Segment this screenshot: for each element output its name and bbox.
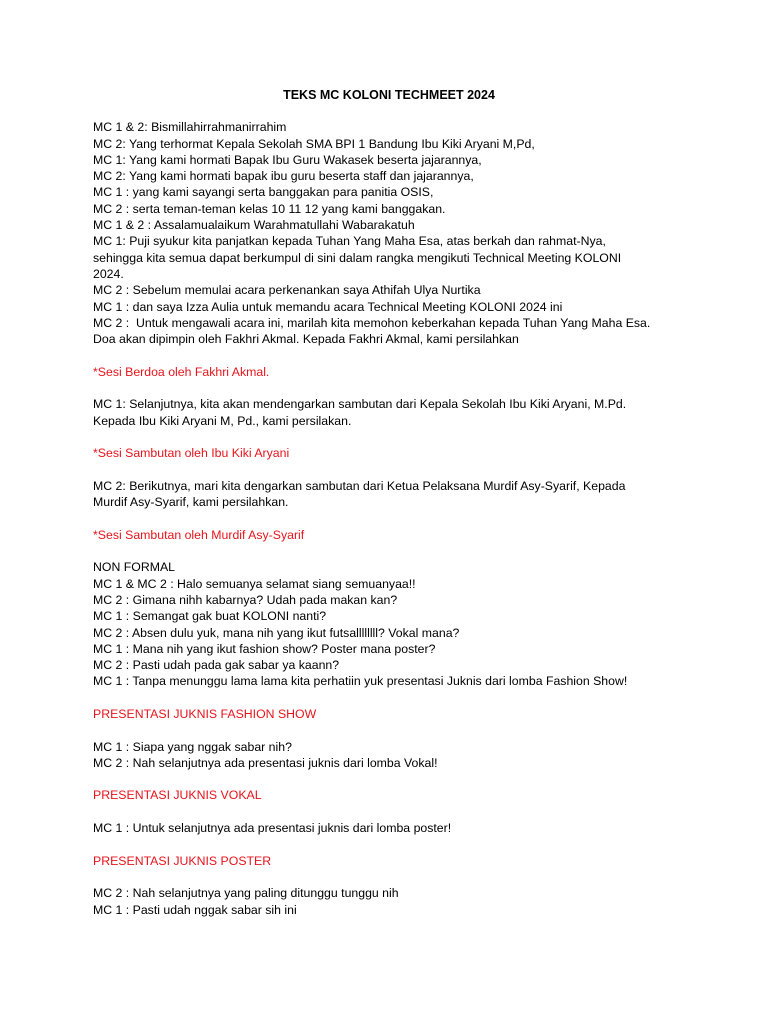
section-heading-text: PRESENTASI JUKNIS FASHION SHOW — [93, 706, 317, 721]
section-heading — [93, 527, 728, 543]
text-line: MC 2 : Pasti udah pada gak sabar ya kaann? — [93, 658, 340, 673]
section-heading-text: *Sesi Sambutan oleh Ibu Kiki Aryani — [93, 446, 290, 461]
text-line: MC 2 : Absen dulu yuk, mana nih yang ikut futsallllllll? Vokal mana? — [93, 625, 460, 640]
section-heading — [93, 853, 728, 869]
text-line: MC 1: Selanjutnya, kita akan mendengarkan sambutan dari Kepala Sekolah Ibu Kiki Aryani, M.Pd. — [93, 397, 627, 412]
text-line: MC 2: Yang terhormat Kepala Sekolah SMA BPI 1 Bandung Ibu Kiki Aryani M,Pd, — [93, 136, 535, 151]
dialogue-paragraph — [93, 739, 728, 772]
text-line: Kepada Ibu Kiki Aryani M, Pd., kami persilakan. — [93, 413, 352, 428]
text-line: sehingga kita semua dapat berkumpul di sini dalam rangka mengikuti Technical Meeting KOLONI — [93, 250, 622, 265]
text-line: MC 2 : Untuk mengawali acara ini, marilah kita memohon keberkahan kepada Tuhan Yang Maha Esa. — [93, 315, 651, 330]
text-line: MC 1 : Siapa yang nggak sabar nih? — [93, 739, 292, 754]
section-heading-text: PRESENTASI JUKNIS VOKAL — [93, 788, 262, 803]
text-line: MC 1 : Untuk selanjutnya ada presentasi juknis dari lomba poster! — [93, 821, 452, 836]
dialogue-paragraph — [93, 885, 728, 918]
document-body — [93, 119, 728, 918]
text-line: Murdif Asy-Syarif, kami persilahkan. — [93, 495, 289, 510]
section-heading-text: *Sesi Berdoa oleh Fakhri Akmal. — [93, 364, 270, 379]
text-line: MC 1 : Mana nih yang ikut fashion show? Poster mana poster? — [93, 641, 436, 656]
text-line: MC 1 : Semangat gak buat KOLONI nanti? — [93, 609, 327, 624]
text-line: NON FORMAL — [93, 560, 175, 575]
text-line: MC 1 : dan saya Izza Aulia untuk memandu acara Technical Meeting KOLONI 2024 ini — [93, 299, 563, 314]
text-line: MC 2 : Sebelum memulai acara perkenankan saya Athifah Ulya Nurtika — [93, 283, 481, 298]
text-line: MC 2 : Gimana nihh kabarnya? Udah pada makan kan? — [93, 592, 398, 607]
section-heading — [93, 787, 728, 803]
text-line: MC 2 : Nah selanjutnya yang paling ditunggu tunggu nih — [93, 886, 399, 901]
text-line: MC 1 & 2: Bismillahirrahmanirrahim — [93, 120, 287, 135]
text-line: 2024. — [93, 266, 124, 281]
section-heading — [93, 706, 728, 722]
dialogue-paragraph — [93, 820, 728, 836]
text-line: MC 1 : Pasti udah nggak sabar sih ini — [93, 902, 297, 917]
dialogue-paragraph — [93, 396, 728, 429]
text-line: Doa akan dipimpin oleh Fakhri Akmal. Kepada Fakhri Akmal, kami persilahkan — [93, 332, 519, 347]
text-line: MC 1 & 2 : Assalamualaikum Warahmatullahi Wabarakatuh — [93, 218, 415, 233]
dialogue-paragraph — [93, 478, 728, 511]
dialogue-paragraph — [93, 119, 728, 347]
text-line: MC 2: Berikutnya, mari kita dengarkan sambutan dari Ketua Pelaksana Murdif Asy-Syarif, Kepada — [93, 478, 626, 493]
document-title: TEKS MC KOLONI TECHMEET 2024 — [283, 88, 495, 102]
section-heading-text: PRESENTASI JUKNIS POSTER — [93, 853, 272, 868]
text-line: MC 2 : serta teman-teman kelas 10 11 12 yang kami banggakan. — [93, 201, 446, 216]
section-heading — [93, 445, 728, 461]
text-line: MC 2: Yang kami hormati bapak ibu guru beserta staff dan jajarannya, — [93, 169, 474, 184]
text-line: MC 2 : Nah selanjutnya ada presentasi juknis dari lomba Vokal! — [93, 755, 438, 770]
dialogue-paragraph — [93, 559, 728, 689]
text-line: MC 1 : Tanpa menunggu lama lama kita perhatiin yuk presentasi Juknis dari lomba Fashion Show! — [93, 674, 628, 689]
text-line: MC 1: Puji syukur kita panjatkan kepada Tuhan Yang Maha Esa, atas berkah dan rahmat-Nya, — [93, 234, 606, 249]
text-line: MC 1 : yang kami sayangi serta banggakan para panitia OSIS, — [93, 185, 434, 200]
text-line: MC 1: Yang kami hormati Bapak Ibu Guru Wakasek beserta jajarannya, — [93, 152, 482, 167]
section-heading-text: *Sesi Sambutan oleh Murdif Asy-Syarif — [93, 527, 305, 542]
text-line: MC 1 & MC 2 : Halo semuanya selamat siang semuanyaa!! — [93, 576, 416, 591]
section-heading — [93, 364, 728, 380]
